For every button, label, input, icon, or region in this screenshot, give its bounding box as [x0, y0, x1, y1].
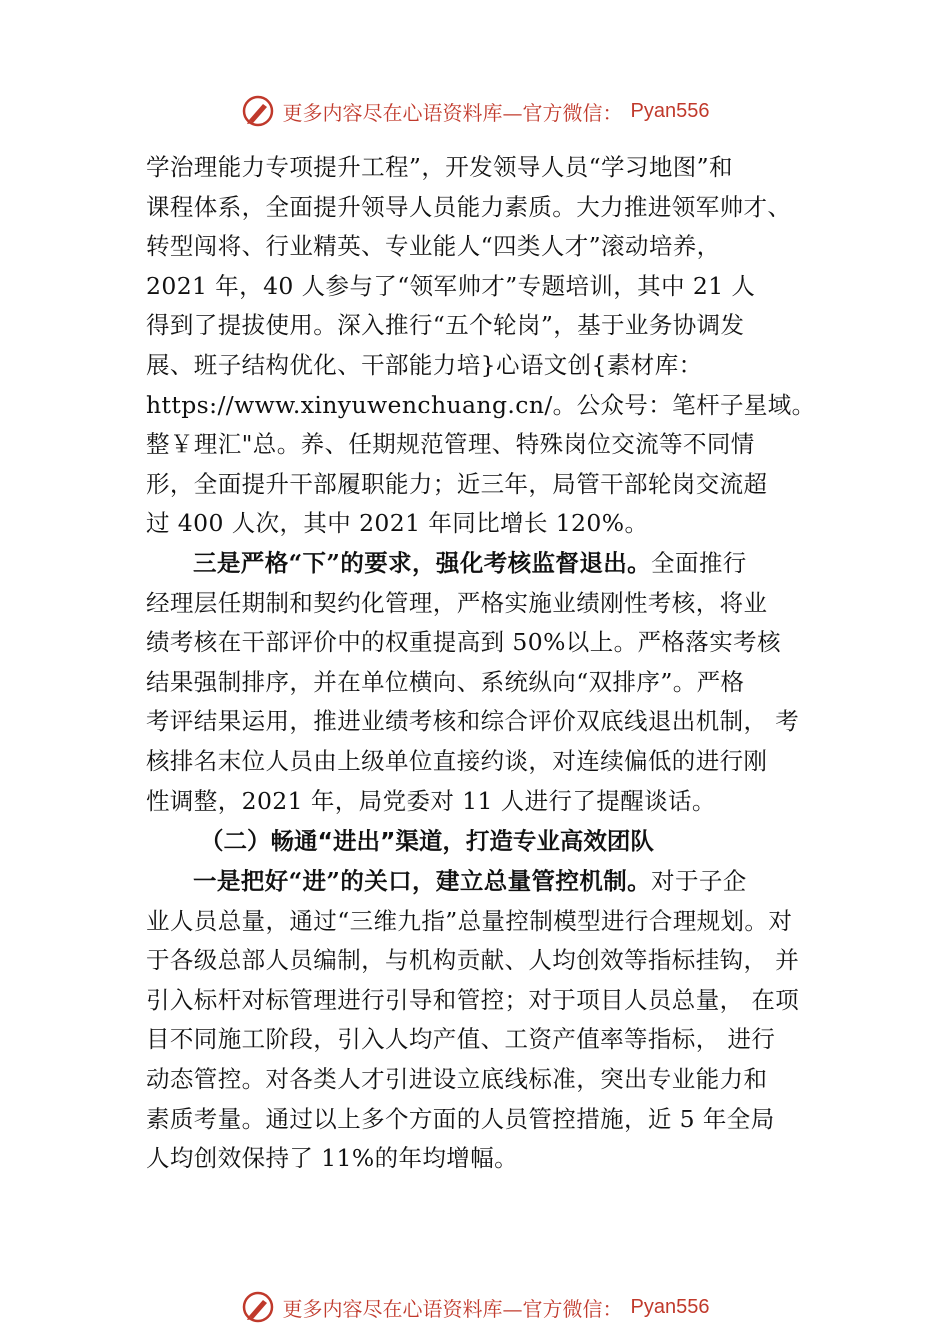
watermark-text: 更多内容尽在心语资料库—官方微信： — [282, 1296, 623, 1321]
watermark-text: 更多内容尽在心语资料库—官方微信： — [282, 100, 623, 125]
paragraph-3-text: 对于子企 业人员总量，通过“三维九指”总量控制模型进行合理规划。对 于各级总部人员编制，与机构贡献、人均创效等指标挂钩， 并 引入标杆对标管理进行引导和管控；对于项目人员总量， 在项 目不同施工阶段，引入人均产值、工资产值率等指标， 进行 动态管控。对各类人才引进设立底线标准，突出专业能力和 素质考量。通过以上多个方面的人员管控措施，近 5 年全局 人均创效保持了 11%的年均增幅。 — [146, 867, 800, 1173]
header-watermark — [0, 94, 950, 128]
document-body — [146, 148, 818, 1179]
paragraph-2 — [146, 544, 818, 821]
paragraph-3 — [146, 862, 818, 1179]
paragraph-3-lead: 一是把好“进”的关口，建立总量管控机制。 — [193, 867, 652, 896]
watermark-account: Pyan556 — [630, 99, 710, 122]
footer-watermark — [0, 1290, 950, 1324]
watermark-account: Pyan556 — [630, 1295, 710, 1318]
paragraph-2-text: 全面推行 经理层任期制和契约化管理，严格实施业绩刚性考核，将业 绩考核在干部评价中的权重提高到 50%以上。严格落实考核 结果强制排序，并在单位横向、系统纵向“双排序”。严格 考评结果运用，推进业绩考核和综合评价双底线退出机制， 考 核排名末位人员由上级单位直接约谈，对连续偏低的进行刚 性调整，2021 年，局党委对 11 人进行了提醒谈话。 — [146, 548, 800, 815]
paragraph-2-lead: 三是严格“下”的要求，强化考核监督退出。 — [193, 548, 652, 577]
pen-logo-icon — [241, 1290, 275, 1324]
paragraph-1: 学治理能力专项提升工程”，开发领导人员“学习地图”和 课程体系，全面提升领导人员能力素质。大力推进领军帅才、 转型闯将、行业精英、专业能人“四类人才”滚动培养， 2021 年，40 人参与了“领军帅才”专题培训，其中 21 人 得到了提拔使用。深入推行“五个轮岗”，基于业务协调发 展、班子结构优化、干部能力培}心语文创{素材库： https://www.xinyuwenchuang.cn/。公众号：笔杆子星域。 整￥理汇"总。养、任期规范管理、特殊岗位交流等不同情 形，全面提升干部履职能力；近三年，局管干部轮岗交流超 过 400 人次，其中 2021 年同比增长 120%。 — [146, 153, 816, 538]
pen-logo-icon — [241, 94, 275, 128]
section-heading: （二）畅通“进出”渠道，打造专业高效团队 — [200, 827, 654, 856]
